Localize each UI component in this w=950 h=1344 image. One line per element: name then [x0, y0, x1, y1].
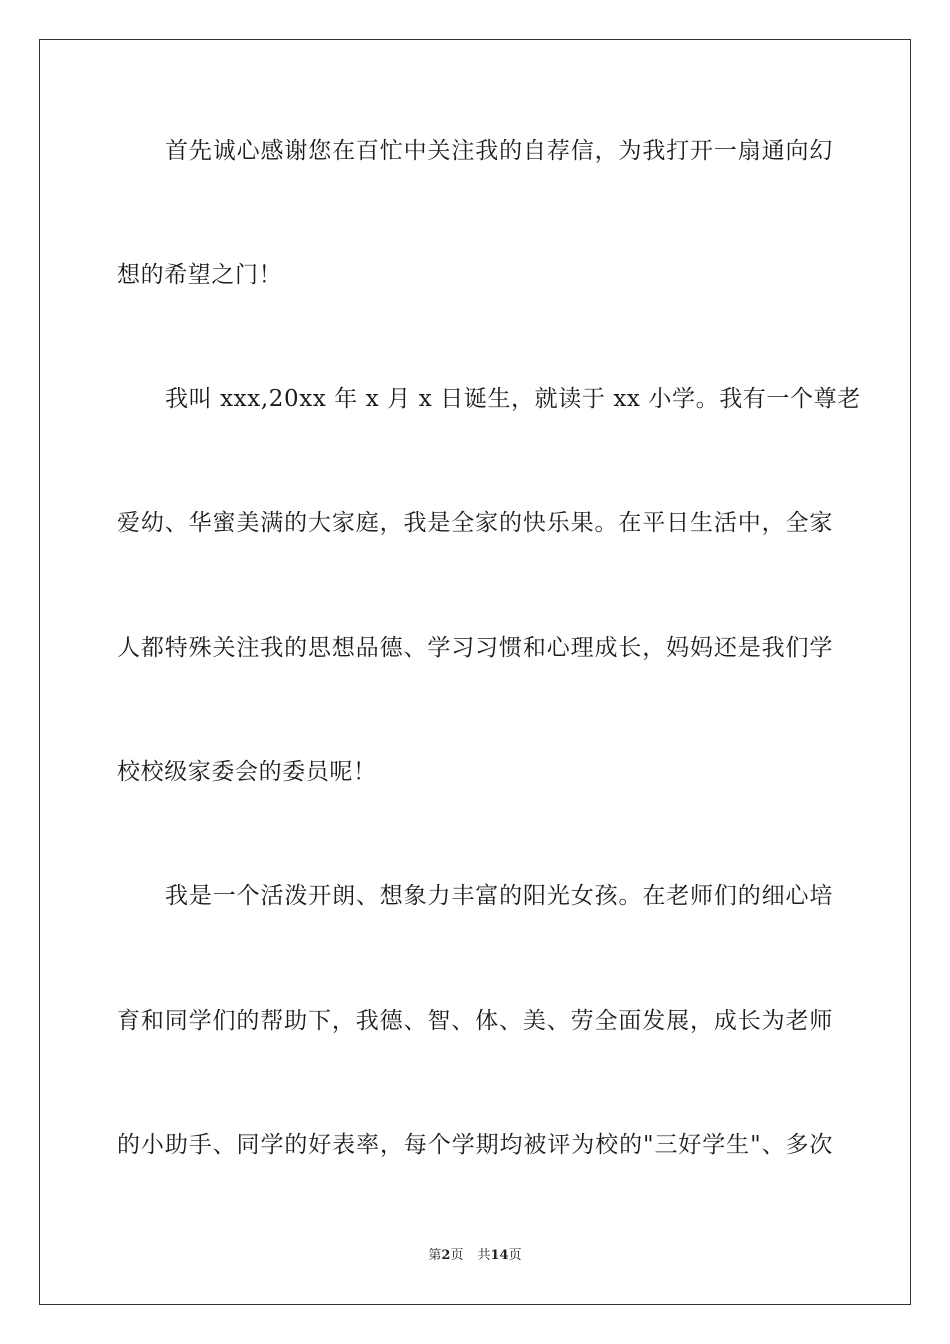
page-footer — [0, 1247, 950, 1265]
paragraph-2-line-4: 校校级家委会的委员呢！ — [117, 759, 377, 785]
paragraph-3-line-2: 育和同学们的帮助下，我德、智、体、美、劳全面发展，成长为老师 — [117, 1008, 833, 1034]
paragraph-2-line-1: 我叫 xxx,20xx 年 x 月 x 日诞生，就读于 xx 小学。我有一个尊老 — [165, 386, 861, 412]
page-prefix: 第 — [428, 1248, 442, 1263]
page-frame — [39, 39, 911, 1305]
total-prefix: 共 — [477, 1248, 491, 1263]
paragraph-3-line-1: 我是一个活泼开朗、想象力丰富的阳光女孩。在老师们的细心培 — [165, 883, 833, 909]
paragraph-2-line-3: 人都特殊关注我的思想品德、学习习惯和心理成长，妈妈还是我们学 — [117, 635, 833, 661]
total-pages: 14 — [490, 1248, 509, 1263]
page-number: 2 — [441, 1248, 451, 1263]
paragraph-3-line-3: 的小助手、同学的好表率，每个学期均被评为校的"三好学生"、多次 — [117, 1132, 833, 1158]
paragraph-2-line-2: 爱幼、华蜜美满的大家庭，我是全家的快乐果。在平日生活中，全家 — [117, 510, 833, 536]
page-suffix: 页 — [450, 1248, 464, 1263]
paragraph-1-line-2: 想的希望之门！ — [117, 262, 283, 288]
total-suffix: 页 — [508, 1248, 522, 1263]
paragraph-1-line-1: 首先诚心感谢您在百忙中关注我的自荐信，为我打开一扇通向幻 — [165, 138, 833, 164]
